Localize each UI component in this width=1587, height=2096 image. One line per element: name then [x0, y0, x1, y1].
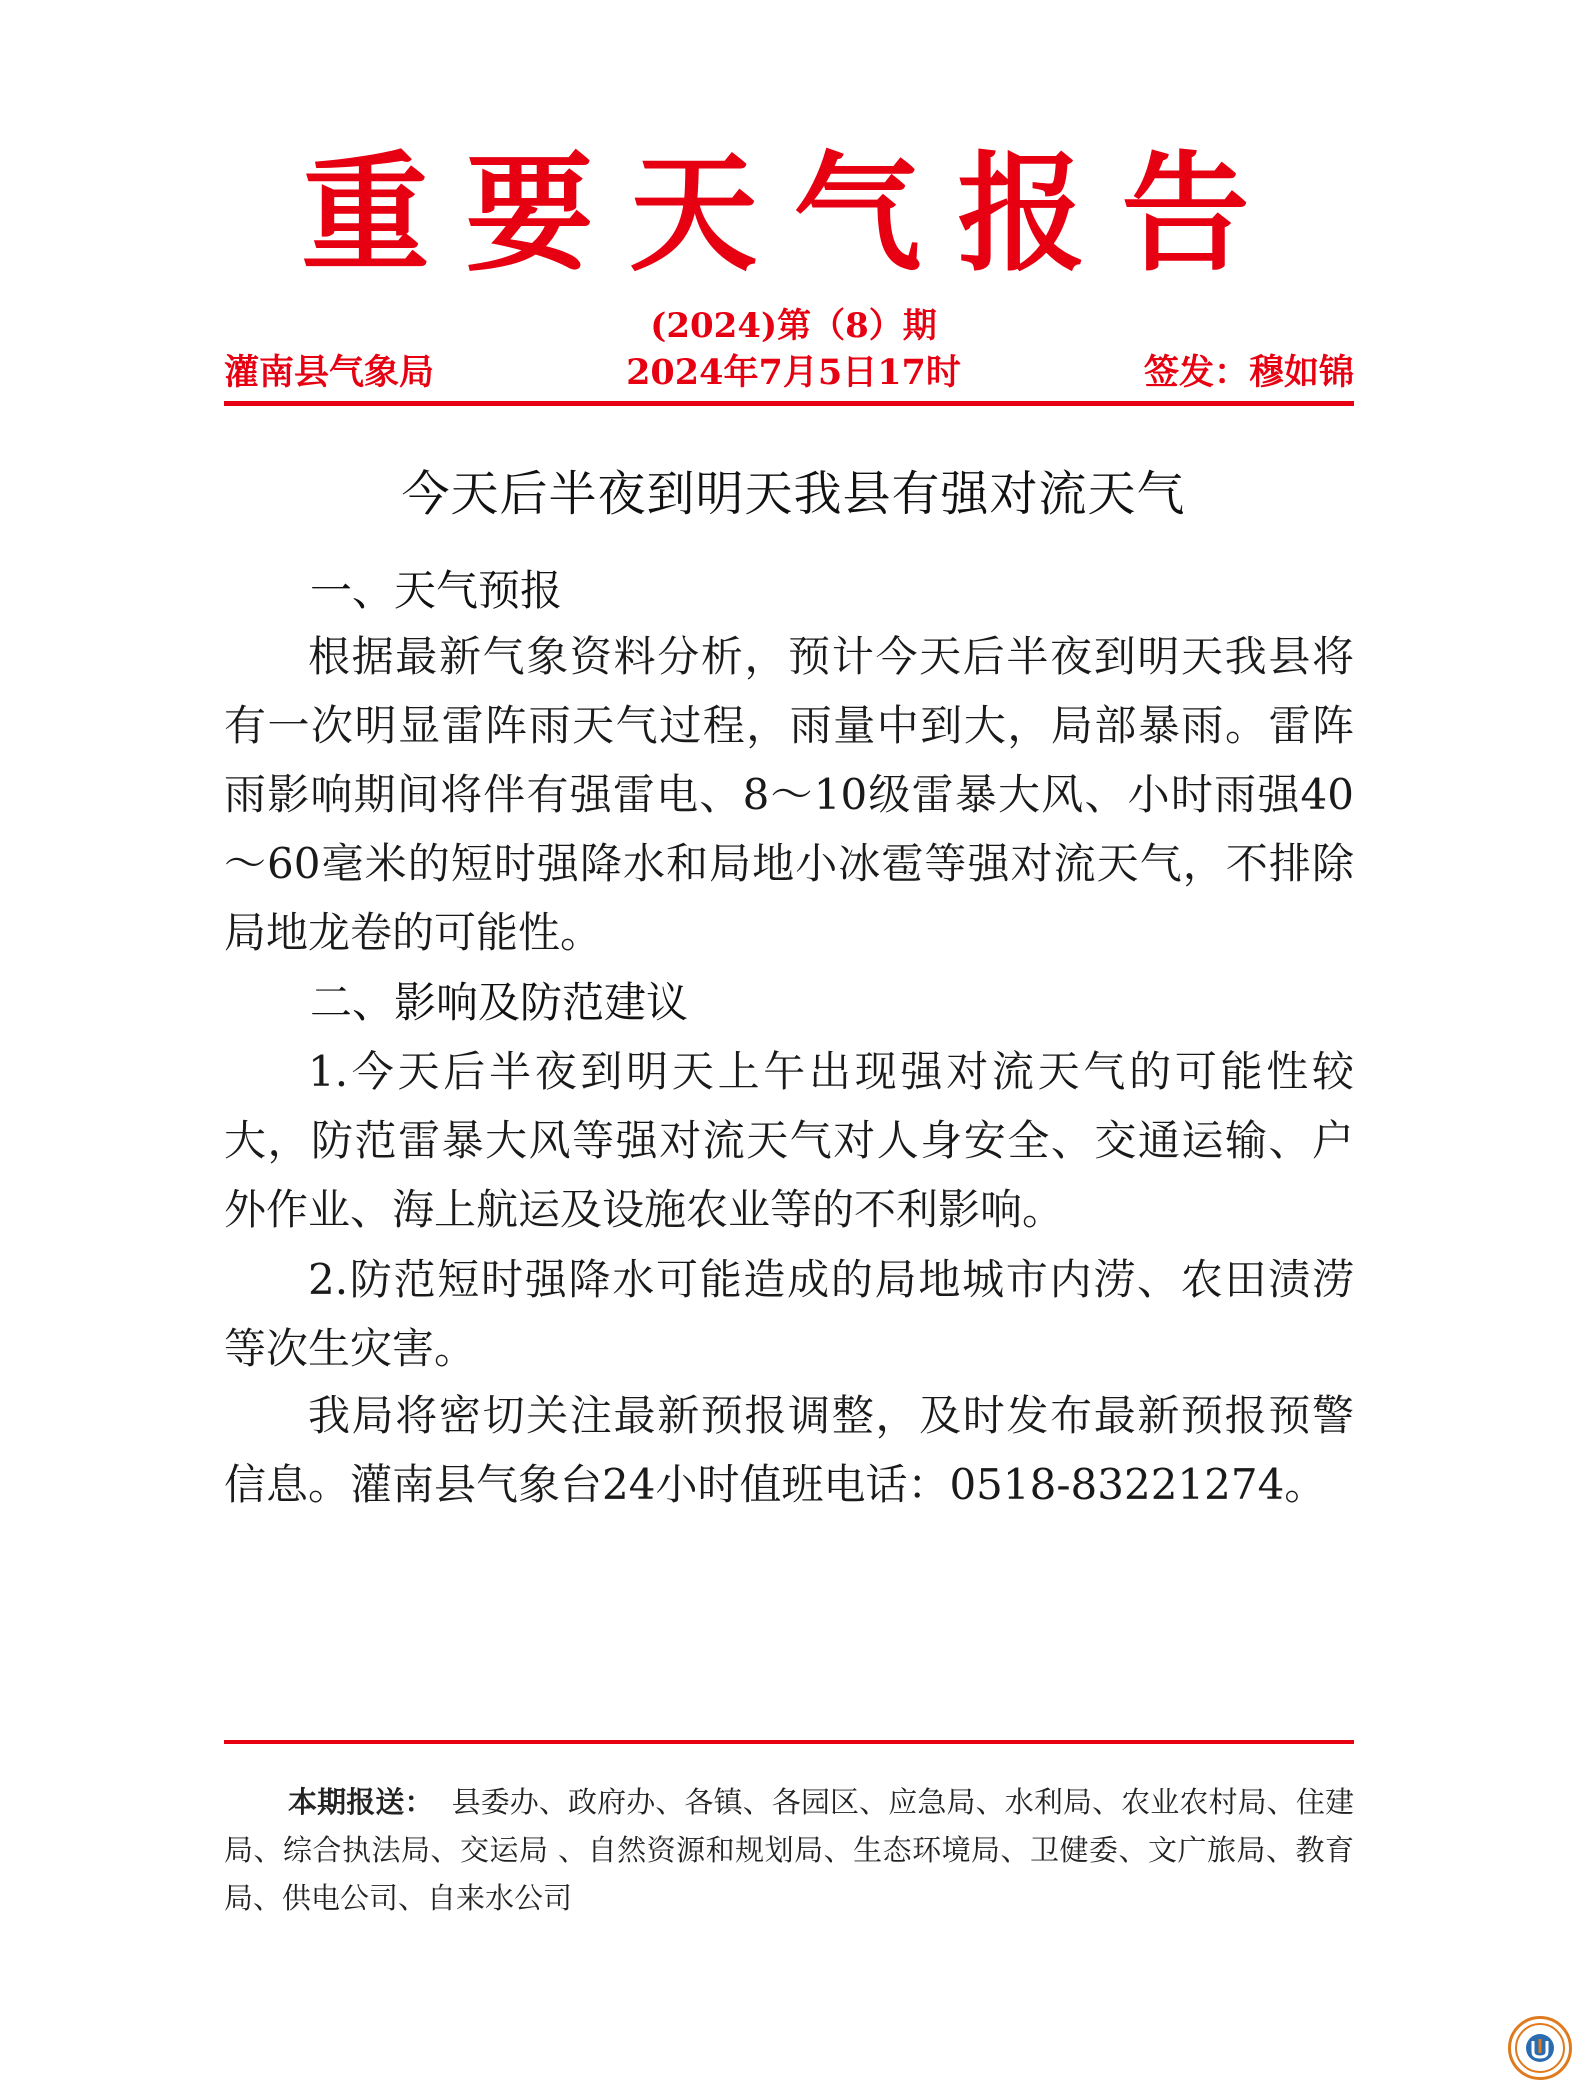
signer: 签发：穆如锦 [1143, 352, 1354, 393]
issue-number: (2024)第（8）期 [650, 306, 937, 346]
distribution-list [224, 1778, 1354, 1922]
section-heading-advice: 二、影响及防范建议 [310, 978, 689, 1027]
advice-item-1: 1.今天后半夜到明天上午出现强对流天气的可能性较大，防范雷暴大风等强对流天气对人身安全、交通运输、户外作业、海上航运及设施农业等的不利影响。 [224, 1047, 1354, 1234]
advice-item-2: 2.防范短时强降水可能造成的局地城市内涝、农田渍涝等次生灾害。 [224, 1255, 1354, 1373]
forecast-paragraph: 根据最新气象资料分析，预计今天后半夜到明天我县将有一次明显雷阵雨天气过程，雨量中到大，局部暴雨。雷阵雨影响期间将伴有强雷电、8～10级雷暴大风、小时雨强40～60毫米的短时强降水和局地小冰雹等强对流天气，不排除局地龙卷的可能性。 [224, 632, 1354, 957]
distribution-label: 本期报送： [288, 1785, 434, 1819]
issuer: 灌南县气象局 [224, 352, 435, 393]
top-divider [224, 401, 1354, 406]
distribution-recipients: 县委办、政府办、各镇、各园区、应急局、水利局、农业农村局、住建局、综合执法局、交运局 、自然资源和规划局、生态环境局、卫健委、文广旅局、教育局、供电公司、自来水公司 [224, 1785, 1354, 1915]
watermark-logo [1508, 2016, 1572, 2080]
document-title: 今天后半夜到明天我县有强对流天气 [401, 466, 1186, 522]
closing-paragraph: 我局将密切关注最新预报调整，及时发布最新预报预警信息。灌南县气象台24小时值班电话：0518-83221274。 [224, 1391, 1354, 1509]
section-heading-forecast: 一、天气预报 [310, 566, 563, 615]
logo-emblem-icon [1511, 2019, 1569, 2077]
bottom-divider [224, 1740, 1354, 1744]
masthead-title: 重要天气报告 [301, 140, 1286, 289]
issue-datetime: 2024年7月5日17时 [626, 352, 961, 393]
